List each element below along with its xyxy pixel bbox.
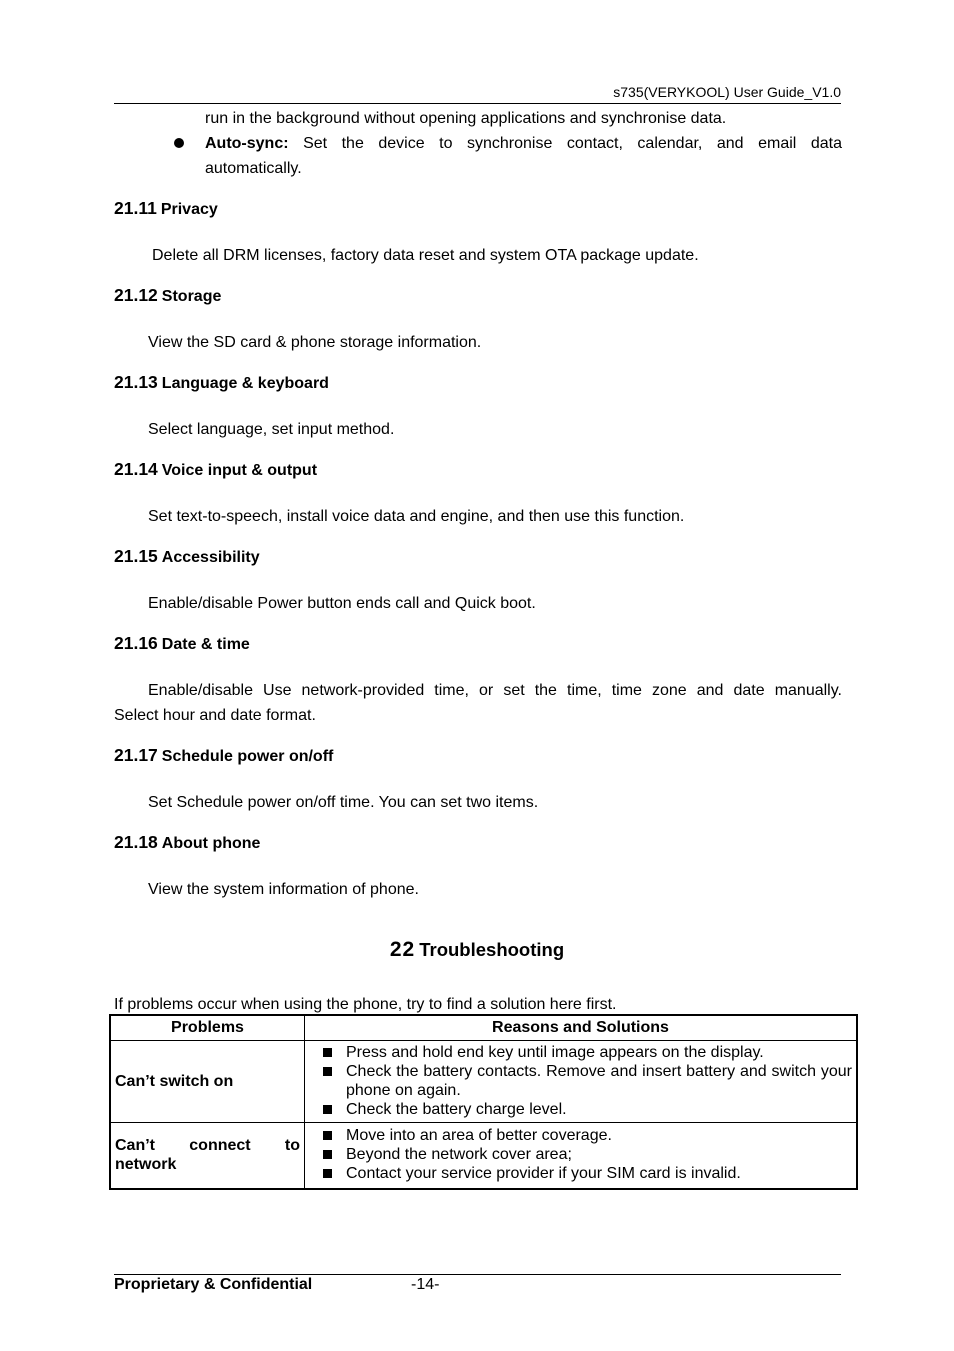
section-body-accessibility: Enable/disable Power button ends call and Quick boot.	[148, 595, 536, 612]
chapter-intro: If problems occur when using the phone, try to find a solution here first.	[114, 996, 617, 1013]
solutions-cell	[305, 1041, 858, 1123]
solution-item: Move into an area of better coverage.	[323, 1126, 852, 1145]
problem-cell: Can’t switch on	[110, 1041, 305, 1123]
chapter-heading: 22 Troubleshooting	[389, 938, 565, 961]
table-header-solutions: Reasons and Solutions	[305, 1015, 858, 1041]
section-body-about-phone: View the system information of phone.	[148, 881, 419, 898]
page-number: -14-	[411, 1276, 440, 1293]
auto-sync-text: Set the device to synchronise contact, calendar, and email data	[303, 135, 842, 152]
solution-item: Contact your service provider if your SIM card is invalid.	[323, 1164, 852, 1183]
table-header-problems: Problems	[110, 1015, 305, 1041]
square-bullet-icon	[323, 1048, 332, 1057]
section-body-voice: Set text-to-speech, install voice data and engine, and then use this function.	[148, 508, 685, 525]
section-heading-date-time: 21.16 Date & time	[114, 633, 250, 653]
table-header-row	[110, 1015, 857, 1041]
solution-item: Check the battery charge level.	[323, 1100, 852, 1119]
square-bullet-icon	[323, 1169, 332, 1178]
solution-item: Check the battery contacts. Remove and insert battery and switch your phone on again.	[323, 1062, 852, 1100]
section-body-language: Select language, set input method.	[148, 421, 395, 438]
continuation-text: run in the background without opening applications and synchronise data.	[205, 110, 727, 127]
section-body-schedule-power: Set Schedule power on/off time. You can set two items.	[148, 794, 539, 811]
footer-confidential: Proprietary & Confidential	[114, 1276, 313, 1293]
square-bullet-icon	[323, 1131, 332, 1140]
square-bullet-icon	[323, 1150, 332, 1159]
section-heading-language: 21.13 Language & keyboard	[114, 372, 329, 392]
footer-rule	[114, 1274, 841, 1275]
solution-item: Press and hold end key until image appears on the display.	[323, 1043, 852, 1062]
auto-sync-line	[205, 131, 842, 156]
running-header: s735(VERYKOOL) User Guide_V1.0	[613, 84, 841, 100]
table-row	[110, 1123, 857, 1189]
section-body-privacy: Delete all DRM licenses, factory data reset and system OTA package update.	[152, 247, 699, 264]
solution-item: Beyond the network cover area;	[323, 1145, 852, 1164]
section-heading-voice: 21.14 Voice input & output	[114, 459, 318, 479]
auto-sync-label: Auto-sync:	[205, 135, 289, 152]
auto-sync-text-cont: automatically.	[205, 160, 302, 177]
section-heading-schedule-power: 21.17 Schedule power on/off	[114, 745, 334, 765]
troubleshooting-table	[109, 1014, 858, 1190]
square-bullet-icon	[323, 1067, 332, 1076]
problem-cell: Can’t connect to network	[110, 1123, 305, 1189]
section-heading-accessibility: 21.15 Accessibility	[114, 546, 260, 566]
header-rule	[114, 103, 841, 104]
bullet-dot-icon	[174, 138, 184, 148]
section-heading-about-phone: 21.18 About phone	[114, 832, 261, 852]
section-body-storage: View the SD card & phone storage information.	[148, 334, 482, 351]
section-heading-storage: 21.12 Storage	[114, 285, 222, 305]
section-body-date-time-cont: Select hour and date format.	[114, 707, 316, 724]
table-row	[110, 1041, 857, 1123]
section-heading-privacy: 21.11 Privacy	[114, 198, 218, 218]
square-bullet-icon	[323, 1105, 332, 1114]
section-body-date-time: Enable/disable Use network-provided time, or set the time, time zone and date manually.	[148, 682, 842, 699]
solutions-cell	[305, 1123, 858, 1189]
